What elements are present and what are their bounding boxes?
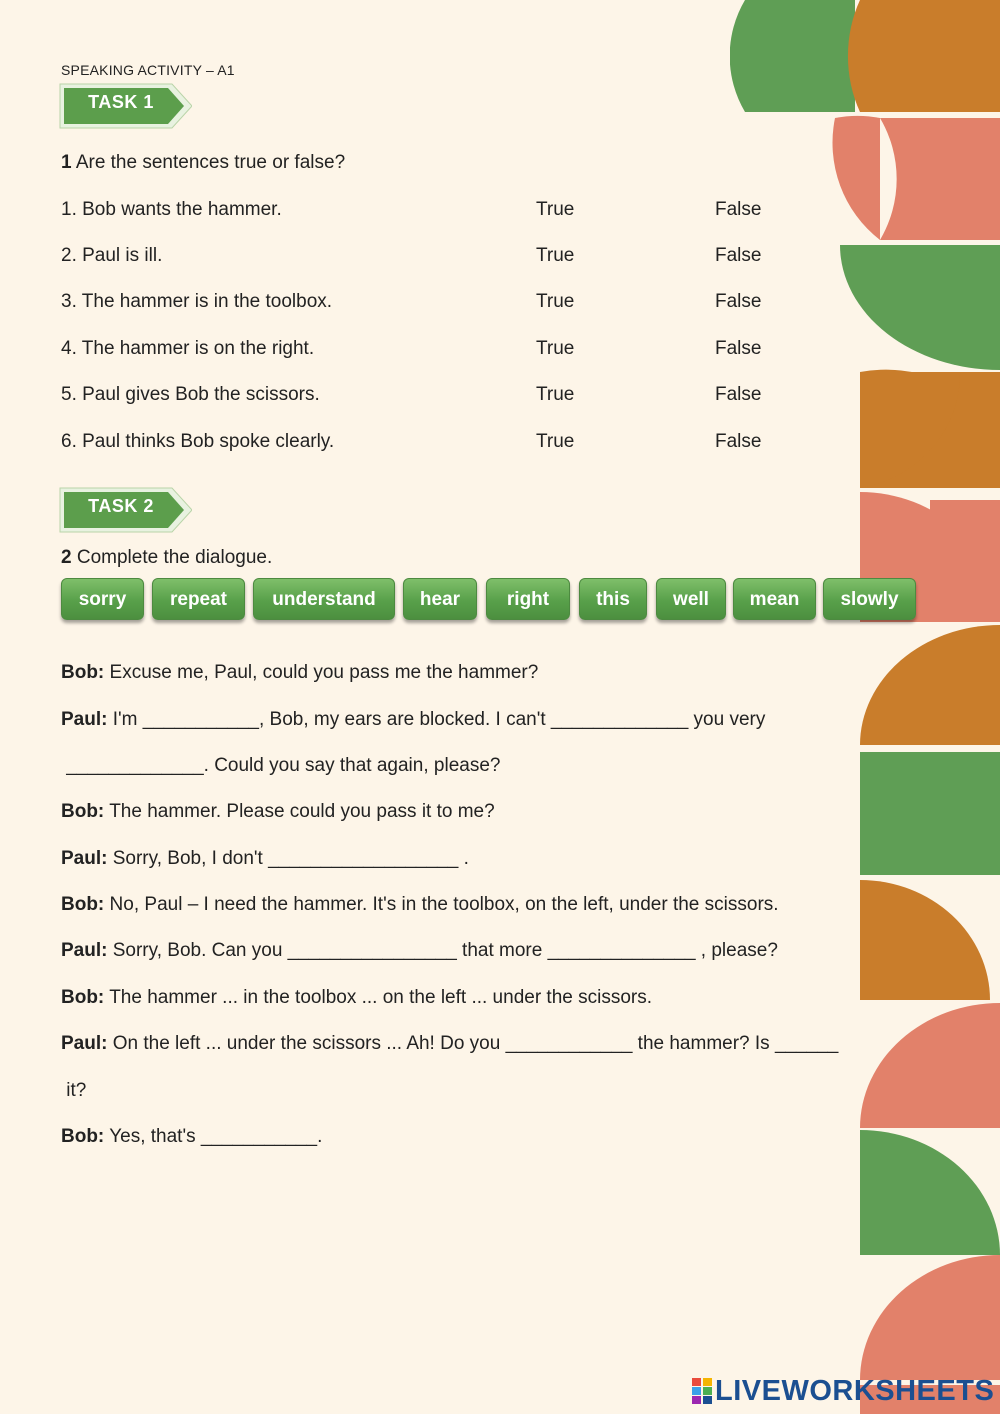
task-2-label: TASK 2 (88, 496, 154, 516)
word-chip-right[interactable]: right (486, 578, 570, 620)
statement-row (61, 291, 861, 317)
task-1-label: TASK 1 (88, 92, 154, 112)
dialogue-line (61, 987, 652, 1009)
dialogue-text: Sorry, Bob. Can you ________________ that more ______________ , please? (112, 940, 778, 961)
speaker: Bob: (61, 987, 105, 1008)
speaker: Bob: (61, 894, 105, 915)
speaker: Paul: (61, 848, 108, 869)
dialogue-text: No, Paul – I need the hammer. It's in the toolbox, on the left, under the scissors. (109, 894, 779, 915)
dialogue-line (61, 755, 500, 777)
word-chip-repeat[interactable]: repeat (152, 578, 245, 620)
option-true[interactable]: True (536, 338, 575, 359)
statement-row (61, 245, 861, 271)
speaker: Paul: (61, 709, 108, 730)
speaker: Bob: (61, 1126, 105, 1147)
speaker: Paul: (61, 940, 108, 961)
option-false[interactable]: False (715, 291, 762, 312)
option-false[interactable]: False (715, 245, 762, 266)
dialogue-line (61, 940, 778, 962)
liveworksheets-logo-icon (692, 1378, 712, 1404)
task-2-tag (58, 486, 192, 534)
option-false[interactable]: False (715, 338, 762, 359)
dialogue-line (61, 894, 779, 916)
word-chip-well[interactable]: well (656, 578, 726, 620)
word-chip-understand[interactable]: understand (253, 578, 395, 620)
task-1-tag (58, 82, 192, 130)
statement-text: 4. The hammer is on the right. (61, 338, 315, 359)
option-false[interactable]: False (715, 431, 762, 452)
task-2-instruction-text: Complete the dialogue. (76, 547, 273, 568)
option-false[interactable]: False (715, 384, 762, 405)
option-true[interactable]: True (536, 431, 575, 452)
statement-row (61, 431, 861, 457)
dialogue-text: Sorry, Bob, I don't __________________ . (112, 848, 469, 869)
word-chip-hear[interactable]: hear (403, 578, 477, 620)
worksheet-header: SPEAKING ACTIVITY – A1 (61, 62, 235, 78)
statement-text: 1. Bob wants the hammer. (61, 199, 282, 220)
option-false[interactable]: False (715, 199, 762, 220)
speaker: Paul: (61, 1033, 108, 1054)
dialogue-line (61, 1080, 86, 1102)
statement-row (61, 199, 861, 225)
dialogue-text: The hammer ... in the toolbox ... on the left ... under the scissors. (109, 987, 653, 1008)
liveworksheets-logo-text: LIVEWORKSHEETS (715, 1375, 995, 1407)
speaker: Bob: (61, 662, 105, 683)
word-chip-mean[interactable]: mean (733, 578, 816, 620)
dialogue-text: I'm ___________, Bob, my ears are blocked. I can't _____________ you very (112, 709, 766, 730)
statement-text: 5. Paul gives Bob the scissors. (61, 384, 320, 405)
dialogue-text: The hammer. Please could you pass it to me? (109, 801, 495, 822)
dialogue-text: On the left ... under the scissors ... Ah! Do you ____________ the hammer? Is ______ (112, 1033, 839, 1054)
task-2-instruction (61, 547, 272, 569)
statement-text: 3. The hammer is in the toolbox. (61, 291, 333, 312)
speaker: Bob: (61, 801, 105, 822)
option-true[interactable]: True (536, 199, 575, 220)
task-1-instruction-text: Are the sentences true or false? (75, 152, 346, 173)
word-chip-sorry[interactable]: sorry (61, 578, 144, 620)
task-2-number: 2 (61, 547, 72, 568)
statement-row (61, 338, 861, 364)
dialogue-line (61, 848, 469, 870)
dialogue-text: _____________. Could you say that again, please? (61, 755, 501, 776)
dialogue-text: it? (61, 1080, 87, 1101)
statement-text: 6. Paul thinks Bob spoke clearly. (61, 431, 335, 452)
option-true[interactable]: True (536, 245, 575, 266)
option-true[interactable]: True (536, 384, 575, 405)
task-1-number: 1 (61, 152, 72, 173)
dialogue-text: Excuse me, Paul, could you pass me the hammer? (109, 662, 539, 683)
dialogue-text: Yes, that's ___________. (109, 1126, 323, 1147)
dialogue-line (61, 801, 495, 823)
word-chip-slowly[interactable]: slowly (823, 578, 916, 620)
statement-text: 2. Paul is ill. (61, 245, 163, 266)
dialogue-line (61, 1033, 838, 1055)
dialogue-line (61, 662, 538, 684)
statement-row (61, 384, 861, 410)
dialogue-line (61, 1126, 322, 1148)
task-1-instruction (61, 152, 345, 174)
word-chip-this[interactable]: this (579, 578, 647, 620)
option-true[interactable]: True (536, 291, 575, 312)
dialogue-line (61, 709, 765, 731)
